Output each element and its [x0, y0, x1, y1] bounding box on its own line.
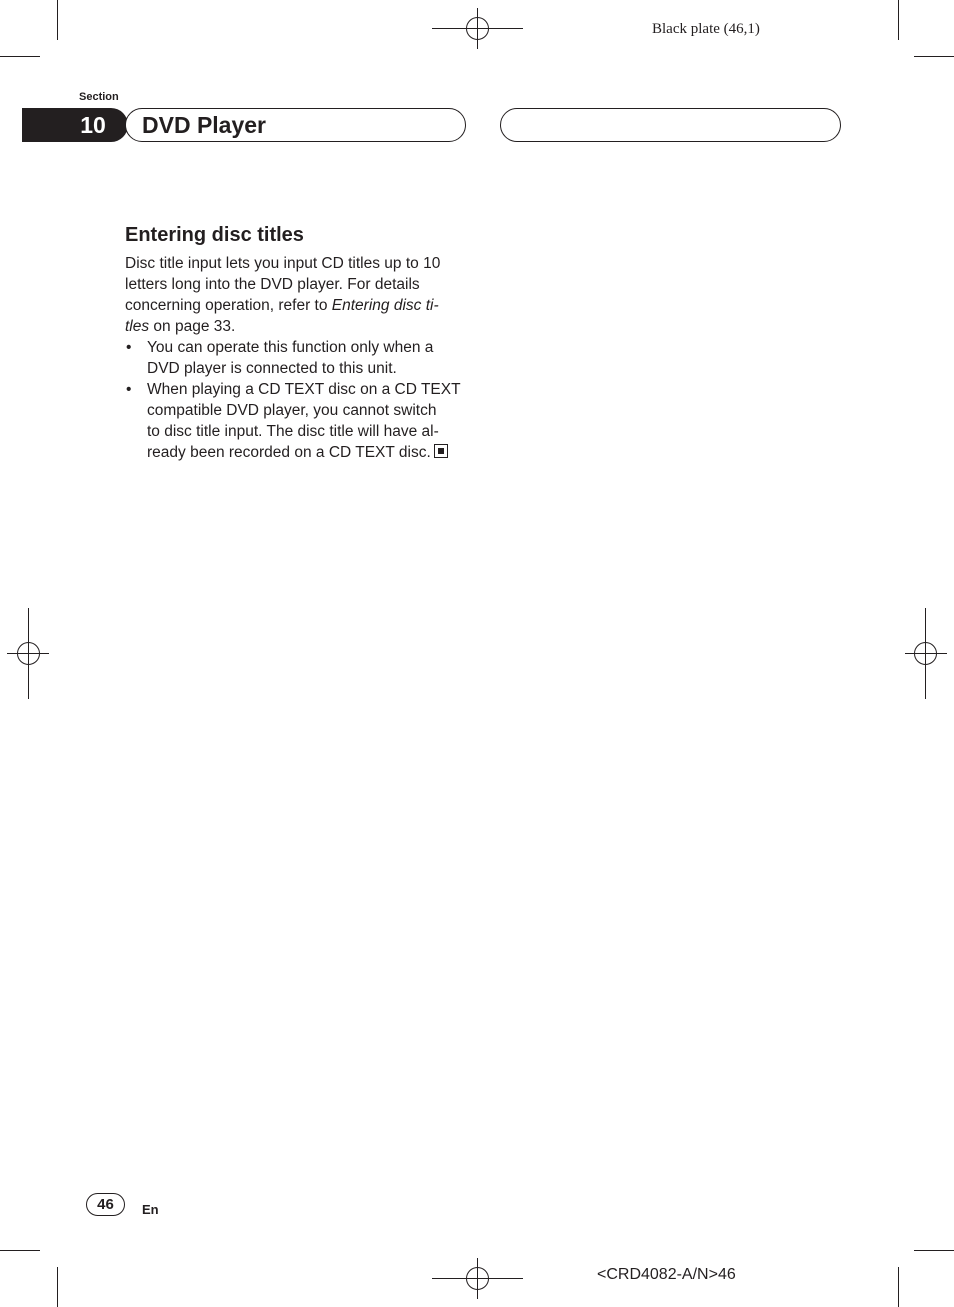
plate-label: Black plate (46,1): [652, 21, 760, 37]
intro-line: [125, 316, 470, 337]
intro-line: letters long into the DVD player. For details: [125, 276, 420, 293]
bullet-line: When playing a CD TEXT disc on a CD TEXT: [147, 381, 461, 398]
cross-reference-continued: tles: [125, 318, 150, 335]
bullet-marker: •: [126, 339, 132, 356]
bullet-line: to disc title input. The disc title will have al-: [147, 423, 439, 440]
intro-text: on page 33.: [149, 318, 236, 335]
cross-reference: Entering disc ti-: [331, 297, 439, 314]
bullet-text: ready been recorded on a CD TEXT disc.: [147, 444, 431, 461]
intro-text: concerning operation, refer to: [125, 297, 332, 314]
bullet-line: [147, 442, 470, 463]
section-label: Section: [79, 91, 119, 103]
intro-line: Disc title input lets you input CD titles up to 10: [125, 255, 441, 272]
intro-line: [125, 295, 470, 316]
intro-paragraph: [125, 253, 470, 337]
secondary-title-box: [500, 108, 841, 142]
section-tab: [22, 108, 128, 142]
section-number: 10: [80, 112, 106, 138]
bullet-list: [125, 337, 470, 463]
body-text: [125, 253, 470, 463]
list-item: [125, 337, 470, 379]
chapter-title: DVD Player: [142, 112, 267, 138]
end-of-section-icon: [434, 444, 448, 458]
list-item: [125, 379, 470, 463]
bullet-marker: •: [126, 381, 132, 398]
document-code: <CRD4082-A/N>46: [597, 1266, 736, 1283]
page-number: 46: [97, 1196, 114, 1213]
bullet-line: You can operate this function only when a: [147, 339, 434, 356]
language-label: En: [142, 1202, 159, 1217]
bullet-line: DVD player is connected to this unit.: [147, 360, 397, 377]
section-heading: Entering disc titles: [125, 224, 304, 246]
bullet-line: compatible DVD player, you cannot switch: [147, 402, 437, 419]
